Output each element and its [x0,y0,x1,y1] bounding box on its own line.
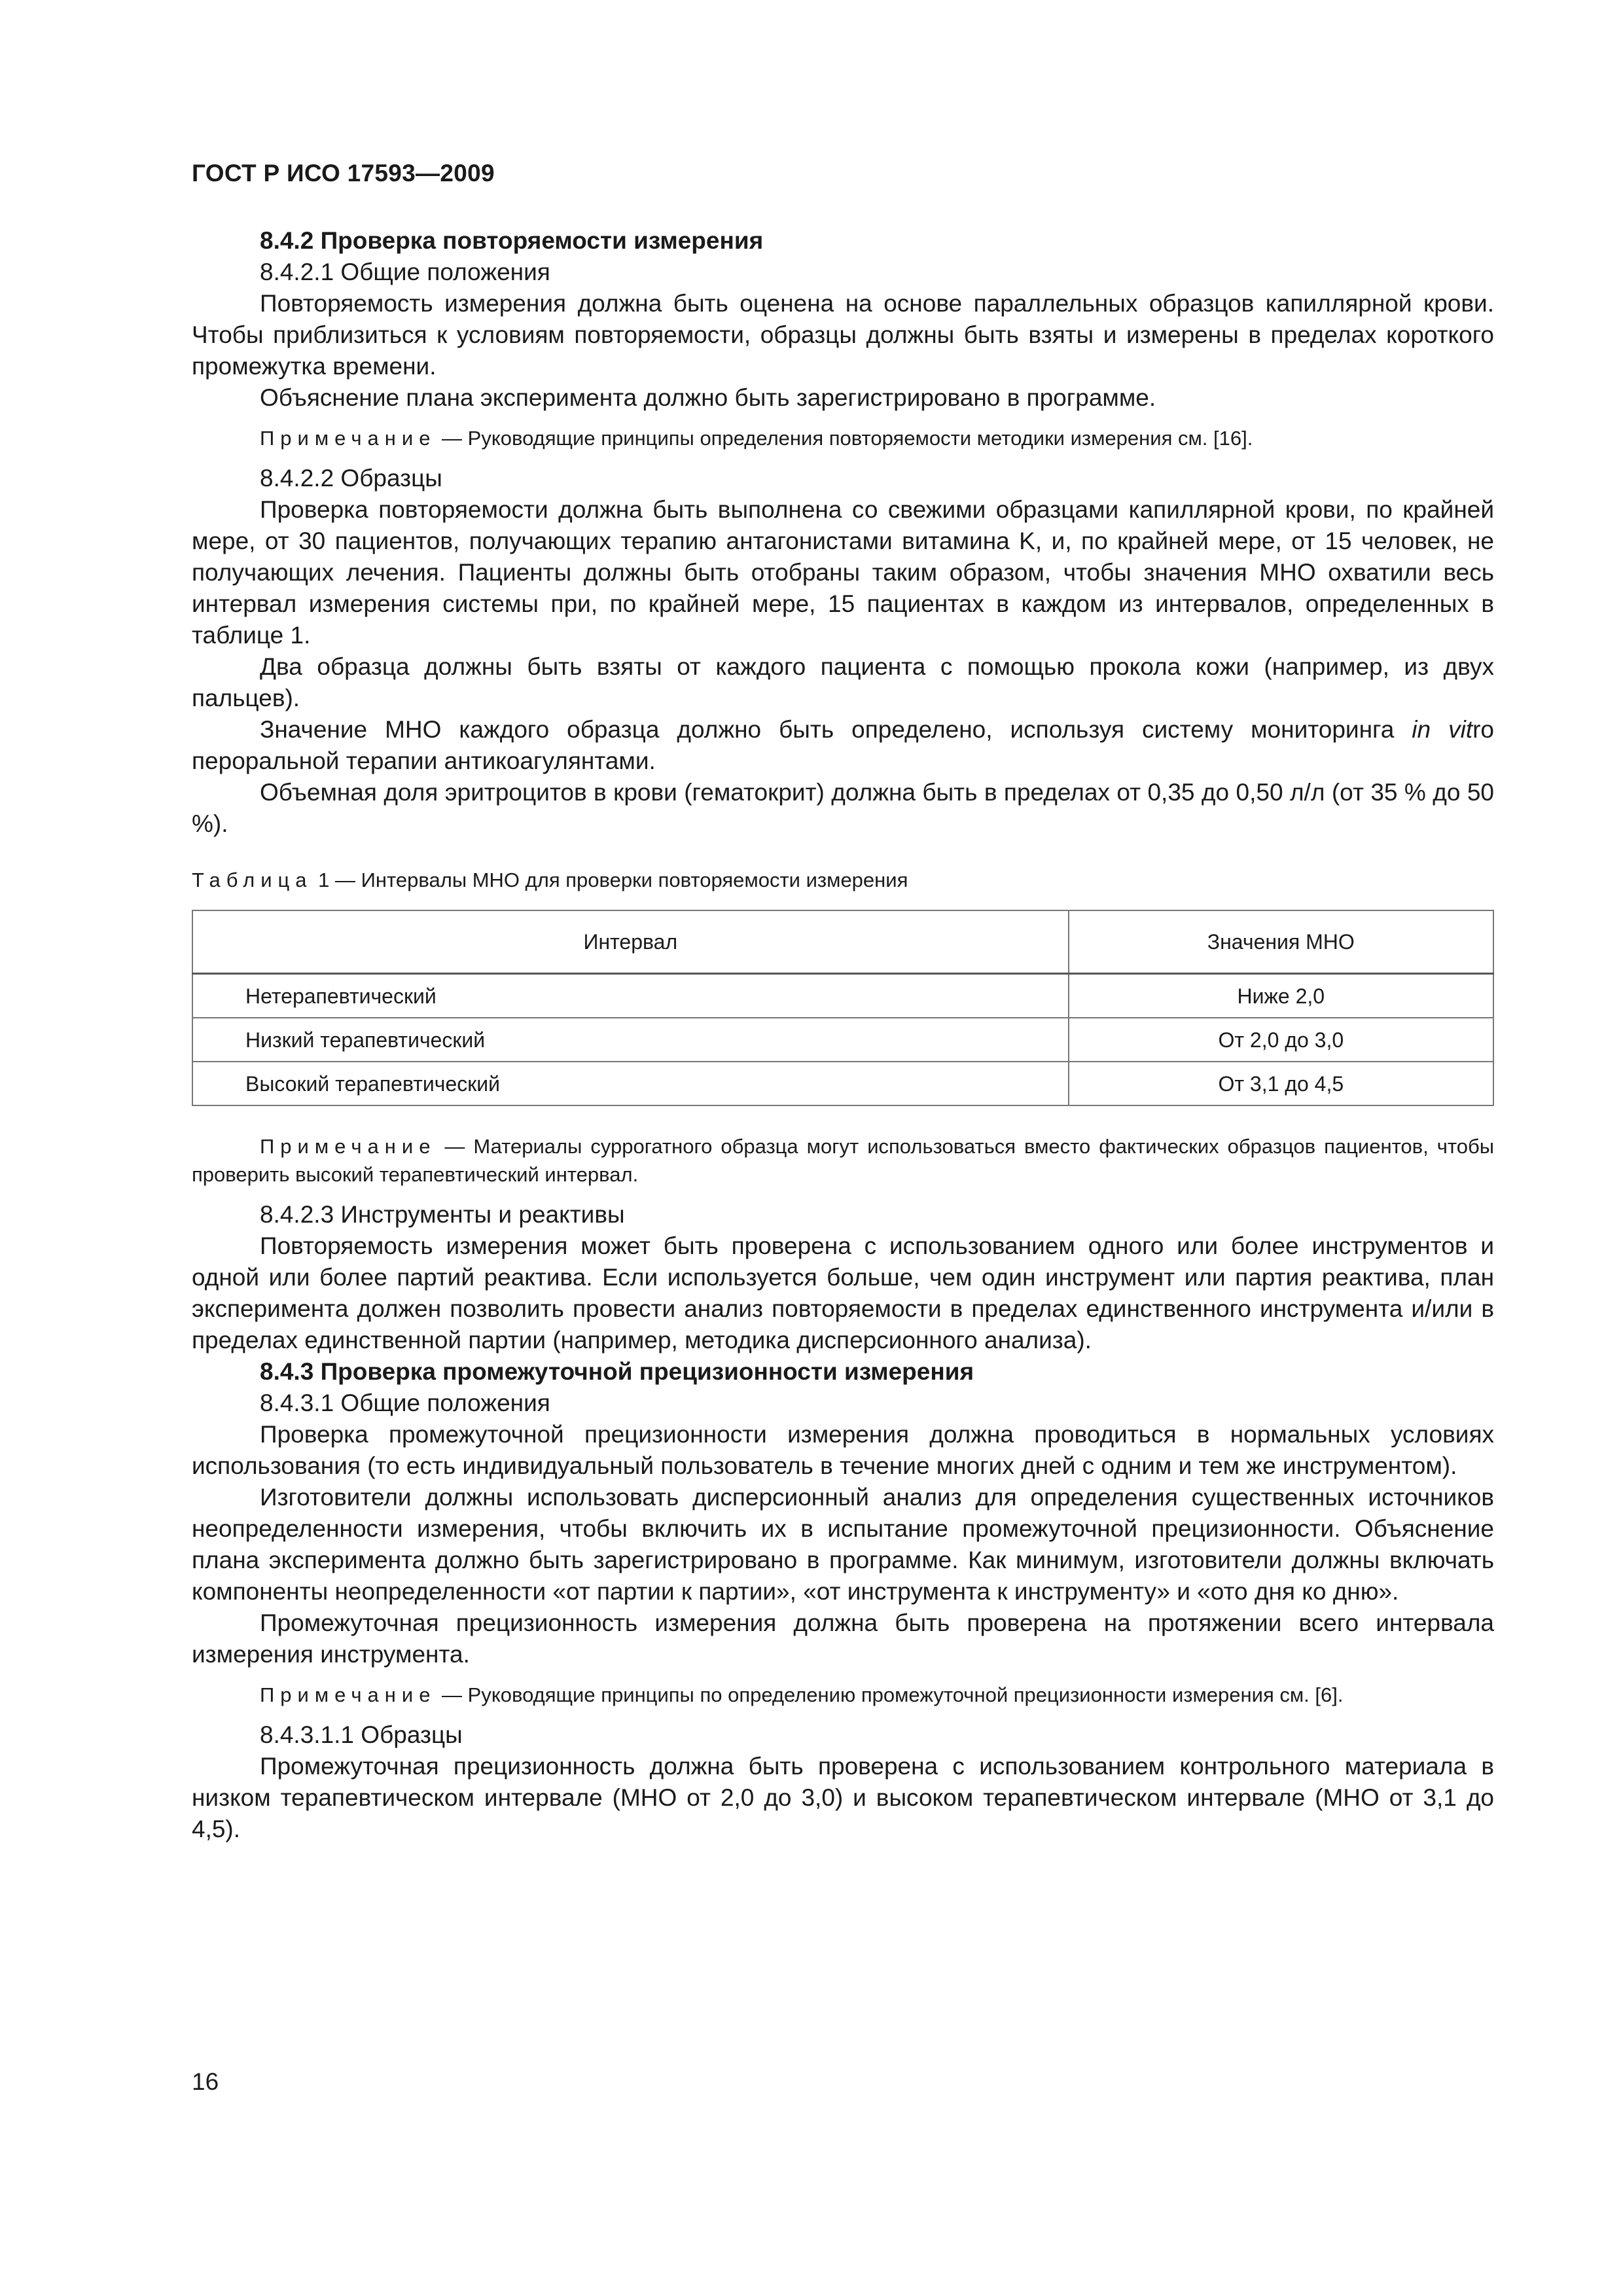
paragraph: Проверка повторяемости должна быть выполнена со свежими образцами капиллярной крови, по крайней мере, от 30 пациентов, получающих терапию антагонистами витамина K, и, по крайней мере, от 15 человек, не получающих лечения. Пациенты должны быть отобраны таким образом, чтобы значения МНО охватили весь интервал измерения системы при, по крайней мере, 15 пациентах в каждом из интервалов, определенных в таблице 1. [192,496,1494,649]
subsection-heading-8-4-2-1: 8.4.2.1 Общие положения [260,259,550,285]
section-heading-8-4-2: 8.4.2 Проверка повторяемости измерения [260,227,764,254]
section-heading-8-4-3: 8.4.3 Проверка промежуточной прецизионности измерения [260,1358,974,1385]
paragraph: Изготовители должны использовать дисперсионный анализ для определения существенных источников неопределенности измерения, чтобы включить их в испытание промежуточной прецизионности. Объяснение плана эксперимента должно быть зарегистрировано в программе. Как минимум, изготовители должны включать компоненты неопределенности «от партии к партии», «от инструмента к инструменту» и «ото дня ко дню». [192,1484,1494,1605]
table-row [192,974,1493,1018]
table-row [192,1062,1493,1105]
paragraph: Объемная доля эритроцитов в крови (гематокрит) должна быть в пределах от 0,35 до 0,50 л/л (от 35 % до 50 %). [192,779,1494,837]
table-header-cell: Значения МНО [1069,910,1493,974]
table-cell: Низкий терапевтический [192,1018,1069,1062]
note-label: Примечание [260,1135,437,1158]
table-caption [192,866,1494,894]
subsection-heading-8-4-3-1: 8.4.3.1 Общие положения [260,1390,550,1416]
subsection-heading-8-4-3-1-1: 8.4.3.1.1 Образцы [260,1721,463,1748]
paragraph: Объяснение плана эксперимента должно быть зарегистрировано в программе. [260,384,1156,411]
page-number: 16 [192,2068,219,2095]
note-text: — Руководящие принципы определения повторяемости методики измерения см. [16]. [436,427,1253,450]
paragraph: Проверка промежуточной прецизионности измерения должна проводиться в нормальных условиях использования (то есть индивидуальный пользователь в течение многих дней с одним и тем же инструментом). [192,1421,1494,1479]
table-header-cell: Интервал [192,910,1069,974]
paragraph-text: Значение МНО каждого образца должно быть определено, используя систему мониторинга [260,716,1412,743]
paragraph: Промежуточная прецизионность должна быть проверена с использованием контрольного материала в низком терапевтическом интервале (МНО от 2,0 до 3,0) и высоком терапевтическом интервале (МНО от 3,1 до 4,5). [192,1753,1494,1842]
note-label: Примечание [260,1683,437,1706]
table-cell: Высокий терапевтический [192,1062,1069,1105]
table-caption-label: Таблица [192,869,313,891]
note-label: Примечание [260,427,437,450]
note [192,1681,1494,1709]
table-cell: Ниже 2,0 [1069,974,1493,1018]
paragraph-text: ro пероральной терапии антикоагулянтами. [192,716,1495,774]
paragraph: Два образца должны быть взяты от каждого пациента с помощью прокола кожи (например, из двух пальцев). [192,653,1494,711]
paragraph: Повторяемость измерения может быть проверена с использованием одного или более инструментов и одной или более партий реактива. Если используется больше, чем один инструмент или партия реактива, план эксперимента должен позволить провести анализ повторяемости в пределах единственного инструмента и/или в пределах единственной партии (например, методика дисперсионного анализа). [192,1232,1494,1354]
paragraph: Повторяемость измерения должна быть оценена на основе параллельных образцов капиллярной крови. Чтобы приблизиться к условиям повторяемости, образцы должны быть взяты и измерены в пределах короткого промежутка времени. [192,290,1494,380]
table-cell: Нетерапевтический [192,974,1069,1018]
standard-code-header: ГОСТ Р ИСО 17593—2009 [192,160,495,187]
subsection-heading-8-4-2-3: 8.4.2.3 Инструменты и реактивы [260,1201,625,1228]
table-cell: От 2,0 до 3,0 [1069,1018,1493,1062]
note-text: — Материалы суррогатного образца могут использоваться вместо фактических образцов пациентов, чтобы проверить высокий терапевтический интервал. [192,1135,1494,1186]
paragraph [192,714,1494,777]
table-caption-text: 1 — Интервалы МНО для проверки повторяемости измерения [312,869,908,891]
table-cell: От 3,1 до 4,5 [1069,1062,1493,1105]
paragraph-italic-text: in vit [1412,716,1473,743]
subsection-heading-8-4-2-2: 8.4.2.2 Образцы [260,465,442,492]
table-header-row [192,910,1493,974]
mno-intervals-table [192,910,1494,1106]
note-text: — Руководящие принципы по определению промежуточной прецизионности измерения см. [6]. [436,1683,1344,1706]
table-note [192,1132,1494,1189]
table-row [192,1018,1493,1062]
paragraph: Промежуточная прецизионность измерения должна быть проверена на протяжении всего интервала измерения инструмента. [192,1609,1494,1668]
note [192,424,1494,452]
page-content [192,225,1494,1845]
